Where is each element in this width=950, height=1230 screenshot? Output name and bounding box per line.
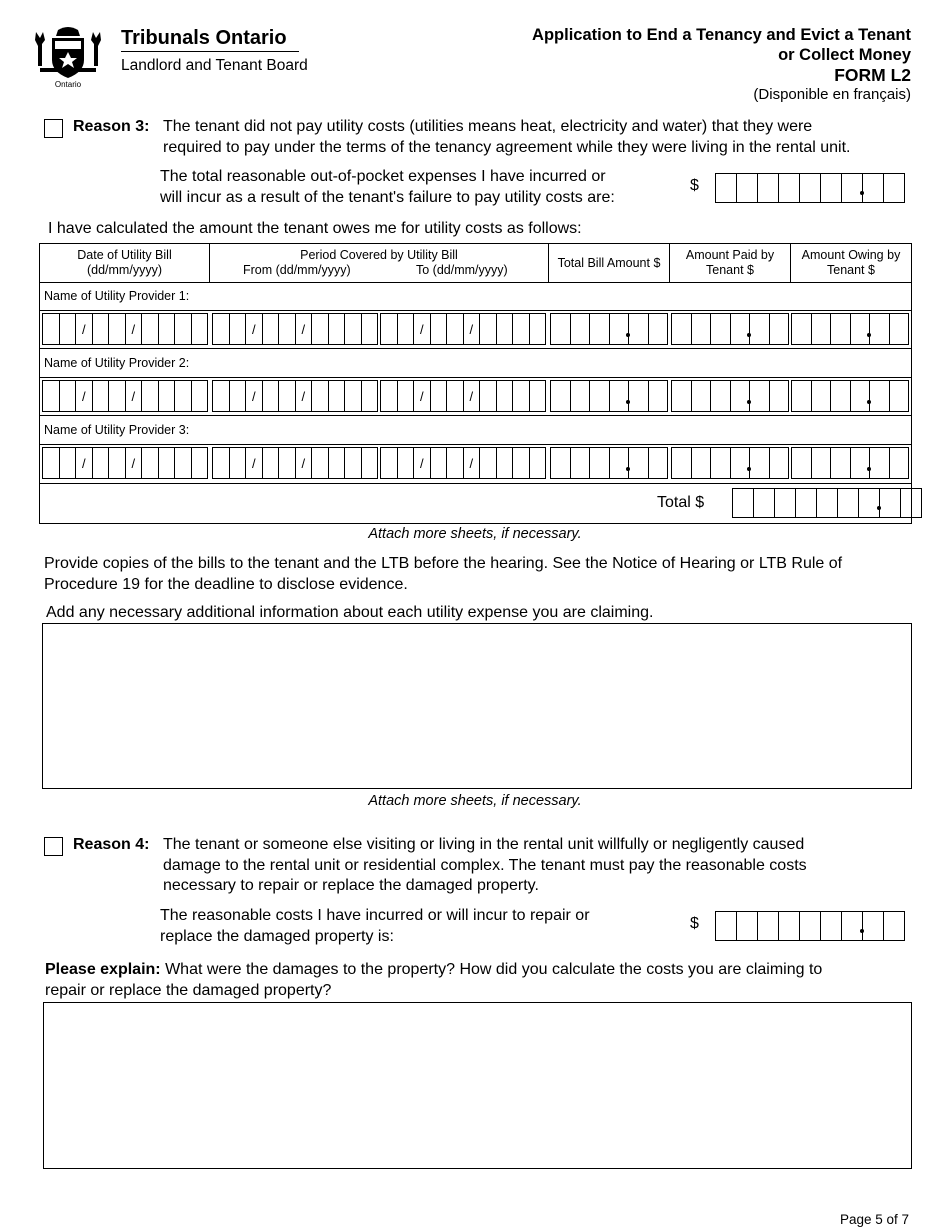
utility-table: [39, 243, 912, 524]
provider1-bill-date-input[interactable]: [42, 313, 208, 345]
reason4-text-line2: damage to the rental unit or residential complex. The tenant must pay the reasonable costs: [163, 856, 807, 874]
logo-caption: Ontario: [54, 80, 82, 89]
additional-info-label: Add any necessary additional information about each utility expense you are claiming.: [46, 604, 654, 621]
explain-text-line1: What were the damages to the property? How did you calculate the costs you are claiming to: [160, 961, 823, 978]
provider2-period-from-input[interactable]: [212, 380, 378, 412]
reason4-cost-text: [160, 906, 590, 947]
col-total-header: Total Bill Amount $: [557, 255, 661, 270]
col-period-from: From (dd/mm/yyyy): [243, 263, 351, 277]
form-title-line1: Application to End a Tenancy and Evict a Tenant: [532, 26, 911, 44]
org-name: Tribunals Ontario: [121, 27, 287, 49]
date-separator: /: [81, 455, 86, 471]
col-date-header: Date of Utility Bill (dd/mm/yyyy): [77, 248, 172, 277]
provider1-amount-owing-input[interactable]: [791, 313, 909, 345]
date-separator: /: [301, 388, 306, 404]
reason3-text-line2: required to pay under the terms of the tenancy agreement while they were living in the rental unit.: [163, 138, 851, 156]
date-separator: /: [131, 321, 136, 337]
reason3-expense-text: [160, 167, 615, 208]
reason4-label: Reason 4:: [73, 836, 150, 853]
provider1-amount-paid-input[interactable]: [671, 313, 789, 345]
provider3-amount-paid-input[interactable]: [671, 447, 789, 479]
date-separator: /: [251, 388, 256, 404]
provider1-period-to-input[interactable]: [380, 313, 546, 345]
col-period-to: To (dd/mm/yyyy): [416, 263, 508, 277]
reason3-currency: $: [690, 177, 699, 194]
provider2-amount-paid-input[interactable]: [671, 380, 789, 412]
provider3-amount-owing-input[interactable]: [791, 447, 909, 479]
total-label: Total $: [657, 494, 705, 511]
date-separator: /: [131, 455, 136, 471]
explain-prompt: [45, 960, 915, 1001]
reason4-text-line3: necessary to repair or replace the damaged property.: [163, 877, 539, 894]
provider2-total-bill-input[interactable]: [550, 380, 668, 412]
reason4-currency: $: [690, 915, 699, 932]
reason4-text: [163, 835, 807, 897]
date-separator: /: [131, 388, 136, 404]
provider3-period-to-input[interactable]: [380, 447, 546, 479]
reason3-expense-line1: The total reasonable out-of-pocket expenses I have incurred or: [160, 168, 606, 185]
reason4-text-line1: The tenant or someone else visiting or living in the rental unit willfully or negligently caused: [163, 836, 805, 853]
date-separator: /: [469, 388, 474, 404]
provider2-label: Name of Utility Provider 2:: [44, 356, 190, 370]
provider3-total-bill-input[interactable]: [550, 447, 668, 479]
additional-info-textarea[interactable]: [42, 623, 912, 789]
attach-note-2: Attach more sheets, if necessary.: [368, 793, 582, 809]
reason3-amount-input[interactable]: [715, 173, 905, 203]
col-owing-header: Amount Owing by Tenant $: [801, 248, 901, 277]
reason3-checkbox[interactable]: [44, 119, 63, 138]
date-separator: /: [419, 321, 424, 337]
form-header: [532, 25, 911, 104]
bills-note-line1: Provide copies of the bills to the tenant and the LTB before the hearing. See the Notice of Hearing or LTB Rule of: [44, 555, 843, 572]
french-availability: (Disponible en français): [753, 86, 911, 103]
date-separator: /: [81, 321, 86, 337]
provider2-period-to-input[interactable]: [380, 380, 546, 412]
reason4-amount-input[interactable]: [715, 911, 905, 941]
reason3-text-line1: The tenant did not pay utility costs (utilities means heat, electricity and water) that they were: [163, 118, 813, 135]
provider3-label: Name of Utility Provider 3:: [44, 423, 190, 437]
date-separator: /: [251, 321, 256, 337]
date-separator: /: [301, 455, 306, 471]
date-separator: /: [251, 455, 256, 471]
org-divider: [121, 51, 299, 52]
total-amount-input[interactable]: [732, 488, 922, 518]
provider3-bill-date-input[interactable]: [42, 447, 208, 479]
provider1-label: Name of Utility Provider 1:: [44, 289, 190, 303]
explain-label: Please explain:: [45, 961, 161, 978]
date-separator: /: [301, 321, 306, 337]
form-title-line2: or Collect Money: [778, 46, 911, 64]
reason4-checkbox[interactable]: [44, 837, 63, 856]
reason3-expense-line2: will incur as a result of the tenant's failure to pay utility costs are:: [160, 188, 615, 206]
provider2-amount-owing-input[interactable]: [791, 380, 909, 412]
provider1-total-bill-input[interactable]: [550, 313, 668, 345]
reason3-label: Reason 3:: [73, 118, 150, 135]
calc-intro: I have calculated the amount the tenant owes me for utility costs as follows:: [48, 220, 582, 237]
board-name: Landlord and Tenant Board: [121, 57, 308, 74]
ontario-coat-of-arms-logo: [30, 24, 106, 94]
reason4-cost-line1: The reasonable costs I have incurred or will incur to repair or: [160, 907, 590, 924]
provider3-period-from-input[interactable]: [212, 447, 378, 479]
bills-note-line2: Procedure 19 for the deadline to disclose evidence.: [44, 575, 408, 593]
provider1-period-from-input[interactable]: [212, 313, 378, 345]
provider2-bill-date-input[interactable]: [42, 380, 208, 412]
col-paid-header: Amount Paid by Tenant $: [685, 248, 775, 277]
page-number: Page 5 of 7: [839, 1212, 909, 1227]
date-separator: /: [469, 455, 474, 471]
explain-text-line2: repair or replace the damaged property?: [45, 981, 332, 999]
date-separator: /: [419, 455, 424, 471]
col-period-header: Period Covered by Utility Bill From (dd/mm/yyyy) To (dd/mm/yyyy): [243, 248, 508, 277]
date-separator: /: [469, 321, 474, 337]
attach-note-1: Attach more sheets, if necessary.: [368, 526, 582, 542]
explain-textarea[interactable]: [43, 1002, 912, 1169]
form-id: FORM L2: [834, 65, 911, 85]
reason3-text: [163, 117, 851, 158]
bills-note: [44, 554, 914, 595]
reason4-cost-line2: replace the damaged property is:: [160, 927, 394, 945]
date-separator: /: [81, 388, 86, 404]
date-separator: /: [419, 388, 424, 404]
